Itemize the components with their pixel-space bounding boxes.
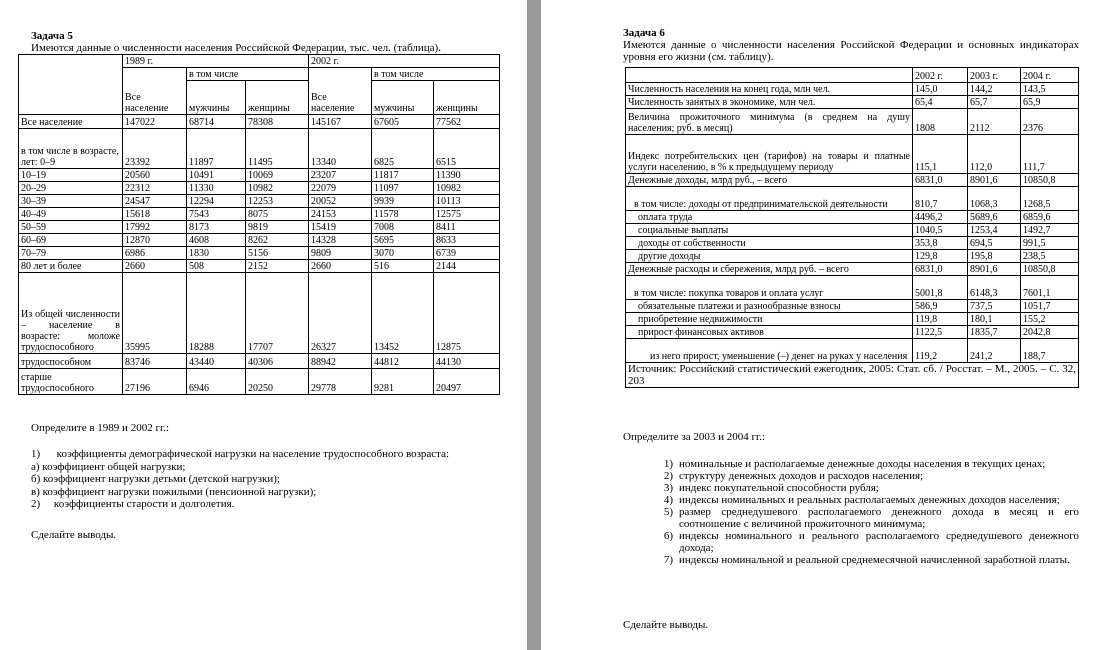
table-cell: 5689,6: [968, 211, 1021, 224]
list-number: 2): [663, 470, 673, 482]
task6-question-list: [653, 458, 1079, 566]
table-cell: 11330: [187, 182, 246, 195]
table-row: [626, 237, 1079, 250]
table-cell: 8633: [434, 234, 500, 247]
task6-title: Задача 6: [623, 27, 665, 39]
table-cell: 9281: [372, 369, 434, 395]
row-label: из него прирост, уменьшение (–) денег на руках у населения: [626, 339, 913, 363]
row-label: обязательные платежи и разнообразные взносы: [626, 300, 913, 313]
table-cell: 65,7: [968, 96, 1021, 109]
table-cell: 12294: [187, 195, 246, 208]
table-cell: 18288: [187, 273, 246, 354]
task6-description: Имеются данные о численности населения Российской Федерации и основных индикаторах уровня его жизни (см. таблицу).: [623, 39, 1079, 63]
list-number: 7): [663, 554, 673, 566]
list-number: 3): [663, 482, 673, 494]
row-label: трудоспособном: [19, 354, 123, 369]
table-cell: 15419: [309, 221, 372, 234]
list-item: в) коэффициент нагрузки пожилыми (пенсионной нагрузки);: [31, 485, 317, 498]
table-cell: 586,9: [913, 300, 968, 313]
table-cell: 13340: [309, 129, 372, 169]
table-cell: 44812: [372, 354, 434, 369]
table-cell: 188,7: [1021, 339, 1079, 363]
row-label: 50–59: [19, 221, 123, 234]
task5-question: Определите в 1989 и 2002 гг.:: [31, 422, 170, 434]
list-item: [653, 482, 1079, 494]
table-cell: 6148,3: [968, 276, 1021, 300]
list-number: 4): [663, 494, 673, 506]
list-text: номинальные и располагаемые денежные доходы населения в текущих ценах;: [679, 458, 1046, 470]
table-row: [19, 273, 500, 354]
table-cell: 2144: [434, 260, 500, 273]
table-cell: 1040,5: [913, 224, 968, 237]
table-cell: 78308: [246, 115, 309, 129]
table-cell: 65,4: [913, 96, 968, 109]
page-gutter: [527, 0, 541, 650]
table-cell: 1835,7: [968, 326, 1021, 339]
task6-table-body: [626, 83, 1079, 363]
table-cell: 353,8: [913, 237, 968, 250]
table-cell: 991,5: [1021, 237, 1079, 250]
list-number: 6): [663, 530, 673, 542]
table-header-year: 2003 г.: [968, 68, 1021, 83]
row-label: доходы от собственности: [626, 237, 913, 250]
table-row: [19, 129, 500, 169]
table-header-year: 2002 г.: [309, 55, 500, 68]
table-cell: 8173: [187, 221, 246, 234]
table-cell: 241,2: [968, 339, 1021, 363]
table-cell: 7601,1: [1021, 276, 1079, 300]
table-cell: 68714: [187, 115, 246, 129]
row-label: в том числе в возрасте, лет: 0–9: [19, 129, 123, 169]
list-item: [653, 530, 1079, 554]
table-source-note: Источник: Российский статистический ежегодник, 2005: Стат. сб. / Росстат. – М., 2005. – С. 32, 203: [626, 363, 1079, 388]
list-text: размер среднедушевого располагаемого денежного дохода в месяц и его соотношение с величиной прожиточного минимума;: [679, 506, 1079, 530]
task6-conclusion: Сделайте выводы.: [623, 619, 709, 631]
task5-table-body: [19, 115, 500, 395]
table-cell: 1068,3: [968, 187, 1021, 211]
table-row: [19, 354, 500, 369]
table-cell: 23392: [123, 129, 187, 169]
table-cell: 1830: [187, 247, 246, 260]
list-text: индексы номинальной и реальной среднемесячной начисленной заработной платы.: [679, 554, 1070, 566]
table-row: [19, 182, 500, 195]
table-cell: 238,5: [1021, 250, 1079, 263]
table-row: [19, 115, 500, 129]
table-cell: 12575: [434, 208, 500, 221]
table-cell: 180,1: [968, 313, 1021, 326]
table-cell: 10982: [434, 182, 500, 195]
table-cell: 20250: [246, 369, 309, 395]
table-cell: 2376: [1021, 109, 1079, 135]
table-cell: 26327: [309, 273, 372, 354]
table-cell: 145,0: [913, 83, 968, 96]
table-row: [626, 263, 1079, 276]
table-cell: 65,9: [1021, 96, 1079, 109]
row-label: другие доходы: [626, 250, 913, 263]
table-cell: 8901,6: [968, 174, 1021, 187]
row-label: 20–29: [19, 182, 123, 195]
table-header-including: в том числе: [372, 68, 500, 81]
table-cell: 35995: [123, 273, 187, 354]
table-row: [19, 221, 500, 234]
table-row: [626, 276, 1079, 300]
table-row: [626, 313, 1079, 326]
table-cell: 6986: [123, 247, 187, 260]
table-cell: 129,8: [913, 250, 968, 263]
table-header-year: 2004 г.: [1021, 68, 1079, 83]
table-cell: 3070: [372, 247, 434, 260]
list-number: 5): [663, 506, 673, 518]
table-cell: 22079: [309, 182, 372, 195]
task5-description: Имеются данные о численности населения Российской Федерации, тыс. чел. (таблица).: [31, 42, 441, 54]
row-label: 80 лет и более: [19, 260, 123, 273]
list-item: 1) коэффициенты демографической нагрузки на население трудоспособного возраста:: [31, 448, 450, 460]
table-cell: 115,1: [913, 135, 968, 174]
list-item: а) коэффициент общей нагрузки;: [31, 460, 186, 473]
list-item: 2) коэффициенты старости и долголетия.: [31, 498, 235, 510]
table-cell: 2660: [123, 260, 187, 273]
row-label: Численность занятых в экономике, млн чел.: [626, 96, 913, 109]
row-label: Денежные расходы и сбережения, млрд руб. – всего: [626, 263, 913, 276]
table-cell: 6946: [187, 369, 246, 395]
table-header-all: Все население: [123, 68, 187, 115]
list-item: [653, 506, 1079, 530]
task6-question: Определите за 2003 и 2004 гг.:: [623, 431, 766, 443]
list-text: структуру денежных доходов и расходов населения;: [679, 470, 924, 482]
table-cell: 10850,8: [1021, 174, 1079, 187]
table-cell: 11897: [187, 129, 246, 169]
table-cell: 2660: [309, 260, 372, 273]
table-cell: 6825: [372, 129, 434, 169]
table-row: [19, 260, 500, 273]
table-row: [626, 326, 1079, 339]
table-cell: 9939: [372, 195, 434, 208]
table-cell: 77562: [434, 115, 500, 129]
table-cell: 17707: [246, 273, 309, 354]
table-cell: 1492,7: [1021, 224, 1079, 237]
table-cell: 67605: [372, 115, 434, 129]
task5-conclusion: Сделайте выводы.: [31, 529, 117, 541]
table-cell: 12870: [123, 234, 187, 247]
table-cell: 10491: [187, 169, 246, 182]
table-cell: 40306: [246, 354, 309, 369]
table-header-all: Все население: [309, 68, 372, 115]
row-label: Денежные доходы, млрд руб., – всего: [626, 174, 913, 187]
table-cell: 20052: [309, 195, 372, 208]
table-cell: 737,5: [968, 300, 1021, 313]
table-cell: 144,2: [968, 83, 1021, 96]
table-cell: 2112: [968, 109, 1021, 135]
table-cell: 111,7: [1021, 135, 1079, 174]
table-cell: 195,8: [968, 250, 1021, 263]
row-label: Численность населения на конец года, млн чел.: [626, 83, 913, 96]
table-cell: 11390: [434, 169, 500, 182]
table-cell: 145167: [309, 115, 372, 129]
table-cell: 6859,6: [1021, 211, 1079, 224]
table-cell: 147022: [123, 115, 187, 129]
table-cell: 7008: [372, 221, 434, 234]
table-row: [626, 339, 1079, 363]
task5-title: Задача 5: [31, 30, 73, 42]
row-label: приобретение недвижимости: [626, 313, 913, 326]
table-cell: 8262: [246, 234, 309, 247]
row-label: 10–19: [19, 169, 123, 182]
table-header-women: женщины: [434, 81, 500, 115]
table-cell: 10850,8: [1021, 263, 1079, 276]
table-cell: 43440: [187, 354, 246, 369]
table-cell: 12875: [434, 273, 500, 354]
table-cell: 7543: [187, 208, 246, 221]
table-row: [626, 300, 1079, 313]
task5-question-list: [31, 448, 501, 511]
row-label: 60–69: [19, 234, 123, 247]
table-cell: 5001,8: [913, 276, 968, 300]
table-cell: 1268,5: [1021, 187, 1079, 211]
table-cell: 6831,0: [913, 174, 968, 187]
row-label: оплата труда: [626, 211, 913, 224]
table-row: [19, 208, 500, 221]
table-cell: 694,5: [968, 237, 1021, 250]
list-text: индексы номинального и реального располагаемого среднедушевого денежного дохода;: [679, 530, 1079, 554]
row-label: прирост финансовых активов: [626, 326, 913, 339]
table-cell: 15618: [123, 208, 187, 221]
list-item: [653, 494, 1079, 506]
row-label: в том числе: доходы от предпринимательской деятельности: [626, 187, 913, 211]
table-cell: 83746: [123, 354, 187, 369]
table-cell: 9809: [309, 247, 372, 260]
table-cell: 5156: [246, 247, 309, 260]
table-cell: 23207: [309, 169, 372, 182]
table-row: [19, 234, 500, 247]
row-label: Из общей численности – население в возрасте: моложе трудоспособного: [19, 273, 123, 354]
table-cell: 155,2: [1021, 313, 1079, 326]
list-text: индексы номинальных и реальных располагаемых денежных доходов населения;: [679, 494, 1060, 506]
table-cell: 4608: [187, 234, 246, 247]
table-cell: 24153: [309, 208, 372, 221]
table-corner-cell: [626, 68, 913, 83]
table-cell: 2042,8: [1021, 326, 1079, 339]
table-cell: 9819: [246, 221, 309, 234]
table-row: [626, 83, 1079, 96]
table-cell: 88942: [309, 354, 372, 369]
table-cell: 10113: [434, 195, 500, 208]
table-cell: 11097: [372, 182, 434, 195]
list-item: б) коэффициент нагрузки детьми (детской нагрузки);: [31, 473, 280, 485]
table-cell: 2152: [246, 260, 309, 273]
table-header-women: женщины: [246, 81, 309, 115]
table-cell: 44130: [434, 354, 500, 369]
table-cell: 27196: [123, 369, 187, 395]
document-page-right: [541, 0, 1108, 650]
table-cell: 112,0: [968, 135, 1021, 174]
table-cell: 6831,0: [913, 263, 968, 276]
table-row: [626, 174, 1079, 187]
list-item: [653, 554, 1079, 566]
table-corner-cell: [19, 55, 123, 115]
table-cell: 29778: [309, 369, 372, 395]
table-header-men: мужчины: [187, 81, 246, 115]
table-row: [19, 247, 500, 260]
table-cell: 119,2: [913, 339, 968, 363]
row-label: старше трудоспособного: [19, 369, 123, 395]
table-row: [626, 135, 1079, 174]
table-cell: 11817: [372, 169, 434, 182]
table-cell: 516: [372, 260, 434, 273]
row-label: Величина прожиточного минимума (в среднем на душу населения; руб. в месяц): [626, 109, 913, 135]
row-label: социальные выплаты: [626, 224, 913, 237]
table-cell: 508: [187, 260, 246, 273]
table-header-including: в том числе: [187, 68, 309, 81]
table-row: [626, 250, 1079, 263]
table-row: [626, 211, 1079, 224]
list-text: индекс покупательной способности рубля;: [679, 482, 879, 494]
table-cell: 10069: [246, 169, 309, 182]
table-row: [19, 169, 500, 182]
table-cell: 20560: [123, 169, 187, 182]
table-cell: 8901,6: [968, 263, 1021, 276]
table-row: [626, 96, 1079, 109]
table-cell: 22312: [123, 182, 187, 195]
row-label: в том числе: покупка товаров и оплата услуг: [626, 276, 913, 300]
list-item: [653, 458, 1079, 470]
table-row: [19, 195, 500, 208]
table-cell: 8411: [434, 221, 500, 234]
table-cell: 1122,5: [913, 326, 968, 339]
document-page-left: [0, 0, 527, 650]
list-item: [653, 470, 1079, 482]
table-cell: 4496,2: [913, 211, 968, 224]
table-row: [626, 224, 1079, 237]
table-cell: 13452: [372, 273, 434, 354]
table-cell: 143,5: [1021, 83, 1079, 96]
task5-population-table: [18, 54, 500, 395]
list-number: 1): [663, 458, 673, 470]
table-cell: 24547: [123, 195, 187, 208]
table-cell: 14328: [309, 234, 372, 247]
table-cell: 12253: [246, 195, 309, 208]
task6-indicators-table: [625, 67, 1079, 388]
table-row: [626, 187, 1079, 211]
table-cell: 1051,7: [1021, 300, 1079, 313]
table-header-year: 1989 г.: [123, 55, 309, 68]
row-label: Все население: [19, 115, 123, 129]
table-cell: 6515: [434, 129, 500, 169]
table-cell: 119,8: [913, 313, 968, 326]
table-cell: 1253,4: [968, 224, 1021, 237]
table-header-men: мужчины: [372, 81, 434, 115]
row-label: Индекс потребительских цен (тарифов) на товары и платные услуги населению, в % к предыдущему периоду: [626, 135, 913, 174]
table-cell: 6739: [434, 247, 500, 260]
table-row: [19, 369, 500, 395]
table-cell: 10982: [246, 182, 309, 195]
row-label: 70–79: [19, 247, 123, 260]
table-cell: 1808: [913, 109, 968, 135]
row-label: 40–49: [19, 208, 123, 221]
table-header-year: 2002 г.: [913, 68, 968, 83]
row-label: 30–39: [19, 195, 123, 208]
table-cell: 8075: [246, 208, 309, 221]
table-cell: 11495: [246, 129, 309, 169]
table-cell: 810,7: [913, 187, 968, 211]
table-row: [626, 109, 1079, 135]
table-cell: 17992: [123, 221, 187, 234]
table-cell: 5695: [372, 234, 434, 247]
table-cell: 11578: [372, 208, 434, 221]
table-cell: 20497: [434, 369, 500, 395]
